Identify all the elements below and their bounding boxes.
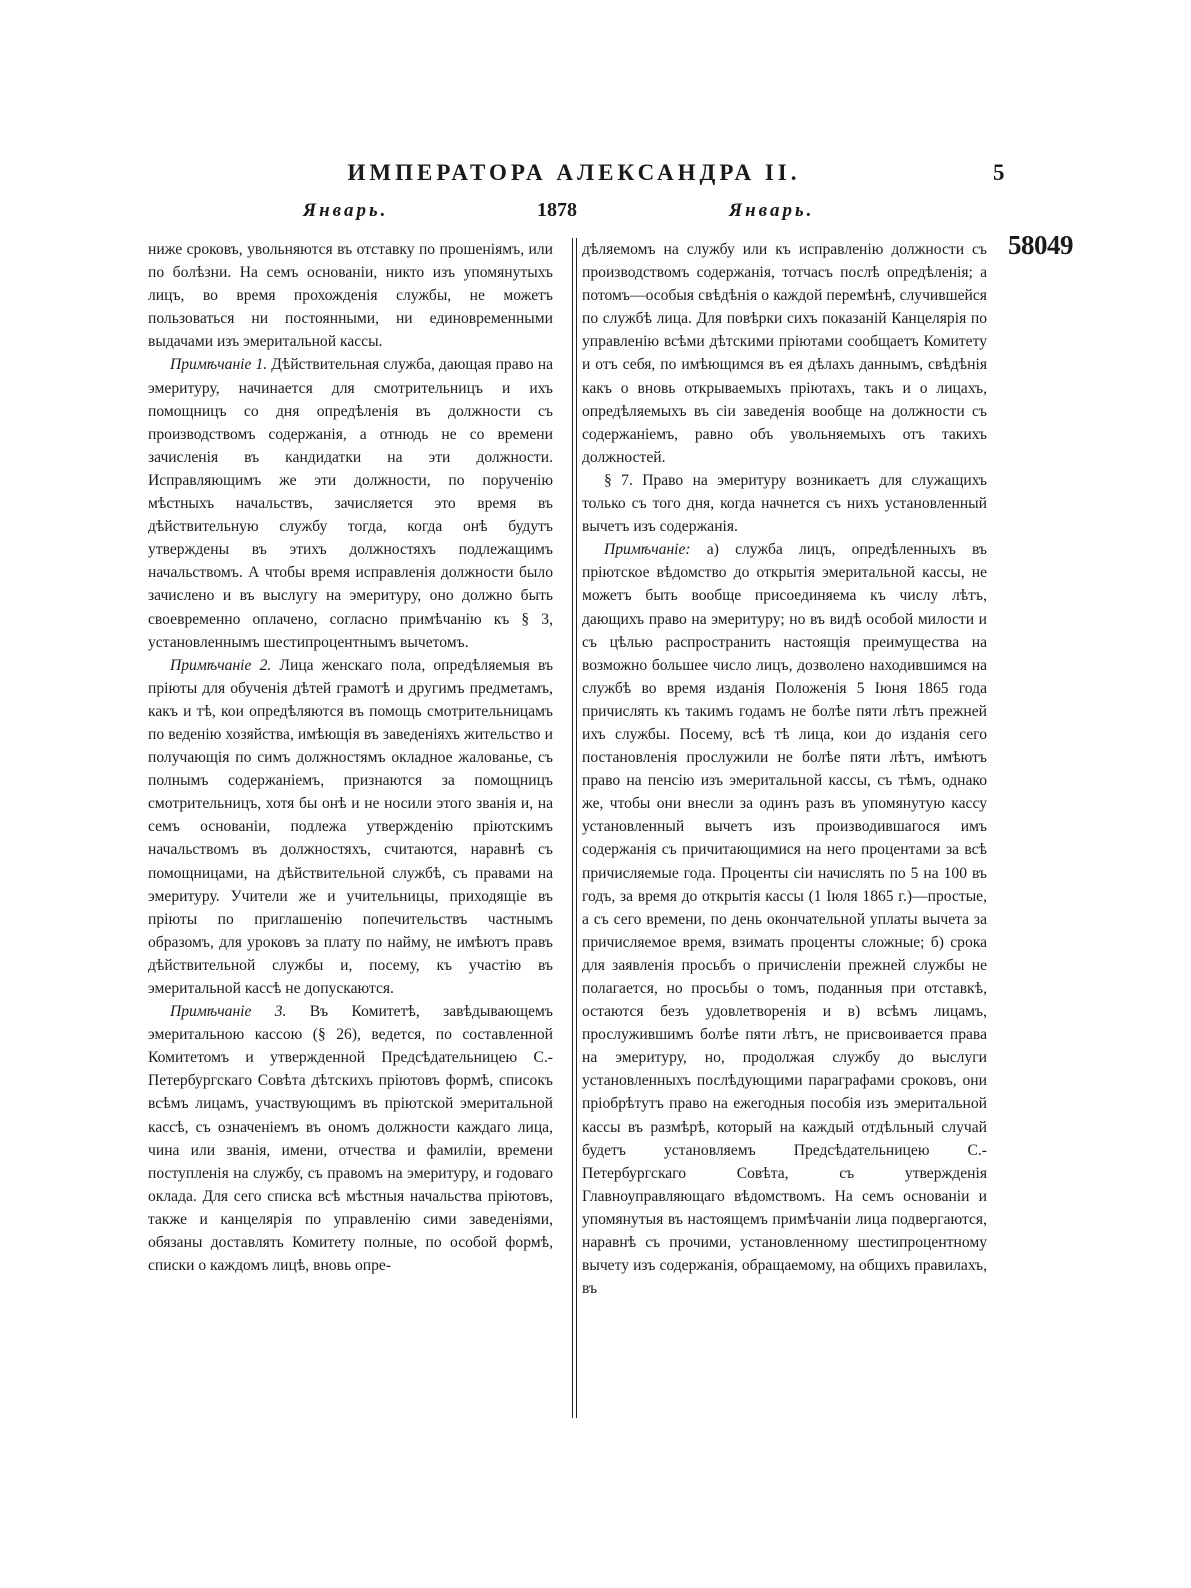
note-label: Примѣчаніе 3. xyxy=(170,1003,287,1021)
paragraph xyxy=(148,238,553,353)
paragraph-text: Лица женскаго пола, опредѣляемыя въ пріюты для обученія дѣтей грамотѣ и другимъ предметамъ, какъ и тѣ, кои опредѣляются въ помощь смотрительницамъ по веденію хозяйства, имѣющія въ заведеніяхъ жительство и получающія по симъ должностямъ окладное жалованье, съ полнымъ содержаніемъ, признаются за помощницъ смотрительницъ, хотя бы онѣ и не носили этого званія и, на семъ основаніи, подлежа утвержденію пріютскимъ начальствомъ въ должностяхъ, считаются, наравнѣ съ помощницами, на дѣйствительной службѣ, съ правами на эмеритуру. Учители же и учительницы, приходящіе въ пріюты по приглашенію попечительствъ частнымъ образомъ, для уроковъ за плату по найму, не имѣютъ правъ дѣйствительной службы и, посему, къ участію въ эмеритальной кассѣ не допускаются. xyxy=(148,656,554,997)
paragraph xyxy=(148,353,553,653)
paragraph-text: дѣляемомъ на службу или къ исправленію должности съ производствомъ содержанія, тотчасъ послѣ опредѣленія; а потомъ—особыя свѣдѣнія о каждой перемѣнѣ, случившейся по службѣ лица. Для повѣрки сихъ показаній Канцелярія по управленію всѣми дѣтскими пріютами сообщаетъ Комитету и отъ себя, по имѣющимся въ ея дѣлахъ даннымъ, свѣдѣнія какъ о вновь открываемыхъ пріютахъ, такъ и о лицахъ, опредѣляемыхъ въ сіи заведенія вообще на должности съ содержаніемъ, равно объ увольняемыхъ отъ такихъ должностей. xyxy=(582,241,987,466)
paragraph-text: § 7. Право на эмеритуру возникаетъ для служащихъ только съ того дня, когда начнется съ нихъ установленный вычетъ изъ содержанія. xyxy=(582,471,987,536)
year: 1878 xyxy=(537,199,577,221)
paragraph xyxy=(148,1000,553,1277)
left-column xyxy=(148,238,553,1277)
paragraph-text: а) служба лицъ, опредѣленныхъ въ пріютское вѣдомство до открытія эмеритальной кассы, не можетъ быть вообще присоединяема къ числу лѣтъ, дающихъ право на эмеритуру; но въ видѣ особой милости и съ цѣлью распространить настоящія преимущества на возможно большее число лицъ, дозволено находившимся на службѣ во время изданія Положенія 5 Іюня 1865 года причислять къ такимъ годамъ не болѣе пяти лѣтъ прежней ихъ службы. Посему, всѣ тѣ лица, кои до изданія сего постановленія прослужили не болѣе пяти лѣтъ, имѣютъ право на пенсію изъ эмеритальной кассы, съ тѣмъ, однако же, чтобы они внесли за одинъ разъ въ упомянутую кассу установленный вычетъ изъ производившагося имъ содержанія съ причитающимися на него процентами за всѣ причисляемые года. Проценты сіи начислять по 5 на 100 въ годъ, за время до открытія кассы (1 Іюля 1865 г.)—простые, а съ сего времени, по день окончательной уплаты вычета за причисляемое время, взимать проценты сложные; б) срока для заявленія просьбъ о причисленіи прежней службы не полагается, но просьбы о томъ, поданныя при отставкѣ, остаются безъ удовлетворенія и в) всѣмъ лицамъ, прослужившимъ болѣе пяти лѣтъ, не присвоивается права на эмеритуру, но, продолжая службу до выслуги установленныхъ послѣдующими параграфами сроковъ, они пріобрѣтутъ право на ежегодныя пособія изъ эмеритальной кассы въ размѣрѣ, который на каждый отдѣльный случай будетъ установляемъ Предсѣдательницею С.-Петербургскаго Совѣта, съ утвержденія Главноуправляющаго вѣдомствомъ. На семъ основаніи и упомянутыя въ настоящемъ примѣчаніи лица подвергаются, наравнѣ съ прочими, установленному шестипроцентному вычету изъ содержанія, обращаемому, на общихъ правилахъ, въ xyxy=(582,541,987,1298)
running-title: ИМПЕРАТОРА АЛЕКСАНДРА II. xyxy=(347,160,801,185)
month-left: Январь. xyxy=(303,200,389,221)
note-label: Примѣчаніе 1. xyxy=(170,356,268,374)
paragraph-text: Въ Комитетѣ, завѣдывающемъ эмеритальною кассою (§ 26), ведется, по составленной Комитетомъ и утвержденной Предсѣдательницею С.-Петербургскаго Совѣта дѣтскихъ пріютовъ формѣ, списокъ всѣмъ лицамъ, участвующимъ въ пріютской эмеритальной кассѣ, съ означеніемъ въ ономъ должности каждаго лица, чина или званія, имени, отчества и фамиліи, времени поступленія на службу, съ правомъ на эмеритуру, и годоваго оклада. Для сего списка всѣ мѣстныя начальства пріютовъ, также и канцелярія по управленію сими заведеніями, обязаны доставлять Комитету полные, по особой формѣ, списки о каждомъ лицѣ, вновь опре- xyxy=(148,1003,553,1275)
paragraph-text: Дѣйствительная служба, дающая право на эмеритуру, начинается для смотрительницъ и ихъ помощницъ со дня опредѣленія въ должности съ производствомъ содержанія, а отнюдь не со времени зачисленія въ кандидатки на эти должности. Исправляющимъ же эти должности, по порученію мѣстныхъ начальствъ, зачисляется это время въ дѣйствительную службу тогда, когда онѣ будутъ утверждены въ этихъ должностяхъ подлежащимъ начальствомъ. А чтобы время исправленія должности было зачислено и въ выслугу на эмеритуру, оно должно быть своевременно оплачено, согласно примѣчанію къ § 3, установленнымъ шестипроцентнымъ вычетомъ. xyxy=(148,356,554,651)
right-column xyxy=(582,238,987,1300)
law-number: 58049 xyxy=(1008,230,1073,260)
paragraph xyxy=(582,469,987,538)
month-right: Январь. xyxy=(729,200,815,221)
column-divider xyxy=(572,238,573,1418)
column-divider xyxy=(576,238,577,1418)
note-label: Примѣчаніе: xyxy=(604,541,691,559)
note-label: Примѣчаніе 2. xyxy=(170,656,272,674)
page-number: 5 xyxy=(993,160,1005,185)
paragraph xyxy=(148,654,553,1000)
paragraph-text: ниже сроковъ, увольняются въ отставку по прошеніямъ, или по болѣзни. На семъ основаніи, никто изъ упомянутыхъ лицъ, во время прохожденія службы, не можетъ пользоваться ни постоянными, ни единовременными выдачами изъ эмеритальной кассы. xyxy=(148,241,553,351)
paragraph xyxy=(582,238,987,469)
paragraph xyxy=(582,538,987,1300)
